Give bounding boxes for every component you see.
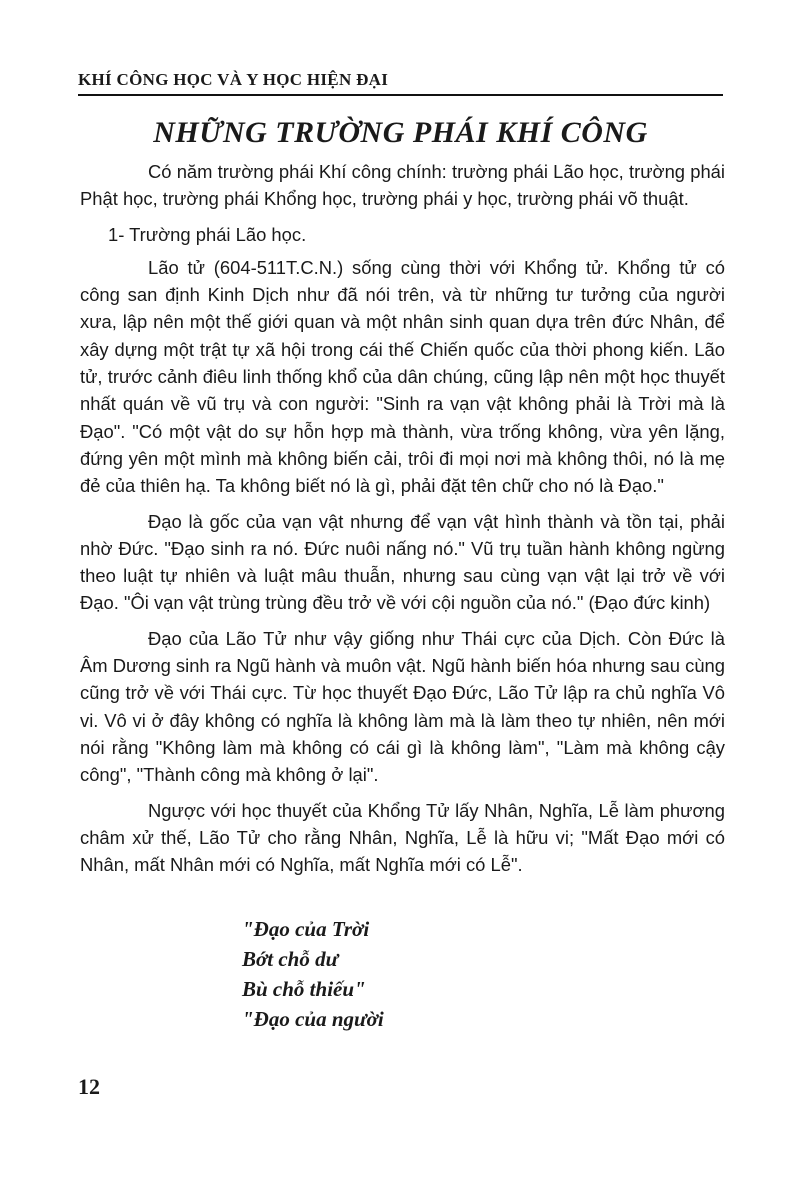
verse-block <box>242 914 384 1034</box>
body-text <box>80 158 725 886</box>
intro-paragraph: Có năm trường phái Khí công chính: trường phái Lão học, trường phái Phật học, trường phái Khổng học, trường phái y học, trường phái võ thuật. <box>80 161 725 210</box>
verse-line: Bớt chỗ dư <box>242 947 339 971</box>
paragraph-nhan-nghia-le: Ngược với học thuyết của Khổng Tử lấy Nhân, Nghĩa, Lễ làm phương châm xử thế, Lão Tử cho rằng Nhân, Nghĩa, Lễ là hữu vi; "Mất Đạo mới có Nhân, mất Nhân mới có Nghĩa, mất Nghĩa mới có Lễ". <box>80 799 725 876</box>
paragraph-dao-duc: Đạo là gốc của vạn vật nhưng để vạn vật hình thành và tồn tại, phải nhờ Đức. "Đạo sinh ra nó. Đức nuôi nấng nó." Vũ trụ tuần hành không ngừng theo luật tự nhiên và luật mâu thuẫn, nhưng sau cùng vạn vật lại trở về với Đạo. "Ôi vạn vật trùng trùng đều trở về với cội nguồn của nó." (Đạo đức kinh) <box>80 510 725 614</box>
verse-line: "Đạo của Trời <box>242 917 370 941</box>
paragraph-vo-vi: Đạo của Lão Tử như vậy giống như Thái cực của Dịch. Còn Đức là Âm Dương sinh ra Ngũ hành và muôn vật. Ngũ hành biến hóa nhưng sau cùng cũng trở về với Thái cực. Từ học thuyết Đạo Đức, Lão Tử lập ra chủ nghĩa Vô vi. Vô vi ở đây không có nghĩa là không làm mà là làm theo tự nhiên, nên mới nói rằng "Không làm mà không có cái gì là không làm", "Làm mà không cậy công", "Thành công mà không ở lại". <box>80 627 726 786</box>
paragraph-lao-tu: Lão tử (604-511T.C.N.) sống cùng thời với Khổng tử. Khổng tử có công san định Kinh Dịch như đã nói trên, và từ những tư tưởng của người xưa, lập nên một thế giới quan và một nhân sinh quan dựa trên đức Nhân, để xây dựng một trật tự xã hội trong cái thế Chiến quốc của thời phong kiến. Lão tử, trước cảnh điêu linh thống khổ của dân chúng, cũng lập nên một học thuyết nhất quán về vũ trụ và con người: "Sinh ra vạn vật không phải là Trời mà là Đạo". "Có một vật do sự hỗn hợp mà thành, vừa trống không, vừa yên lặng, đứng yên một mình mà không biến cải, trôi đi mọi nơi mà không thôi, nó là mẹ đẻ của thiên hạ. Ta không biết nó là gì, phải đặt tên chữ cho nó là Đạo." <box>80 256 725 497</box>
running-header: KHÍ CÔNG HỌC VÀ Y HỌC HIỆN ĐẠI <box>78 70 723 96</box>
page-number: 12 <box>78 1074 100 1099</box>
verse-line: "Đạo của người <box>242 1007 384 1031</box>
chapter-title: NHỮNG TRƯỜNG PHÁI KHÍ CÔNG <box>153 116 648 149</box>
verse-line: Bù chỗ thiếu" <box>242 977 366 1001</box>
section-heading: 1- Trường phái Lão học. <box>108 223 307 245</box>
